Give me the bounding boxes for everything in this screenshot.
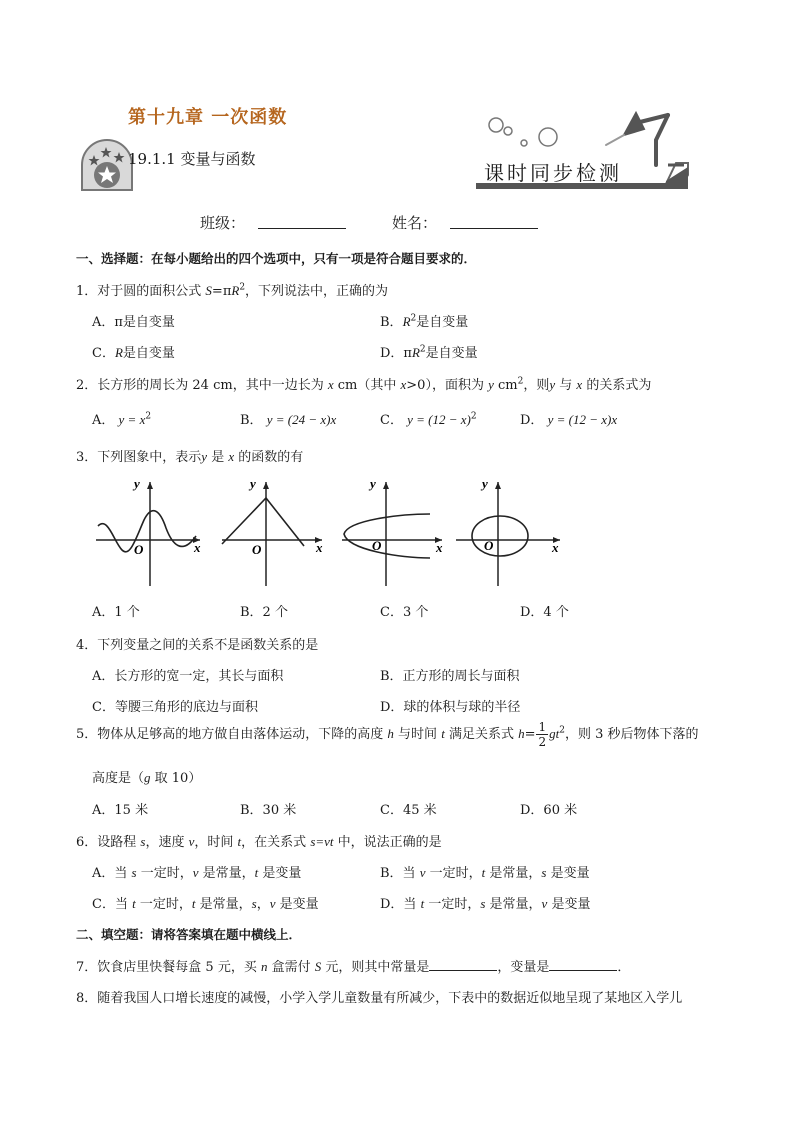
graph-1-origin: O xyxy=(134,542,144,557)
name-blank[interactable] xyxy=(450,228,538,229)
q5-option-b[interactable]: B．30 米 xyxy=(240,803,297,818)
fraction-one-half: $\frac{1}{2}$ xyxy=(538,720,547,749)
question-5: 5．物体从足够高的地方做自由落体运动，下降的高度 h 与时间 t 满足关系式 h= $\frac{1}{2}$ $gt^2$，则 3 秒后物体下落的 xyxy=(76,720,699,749)
brand-title: 课时同步检测 xyxy=(484,161,622,185)
star-badge-icon xyxy=(82,140,132,190)
section-title: 19.1.1 变量与函数 xyxy=(128,150,256,168)
q5-option-d[interactable]: D．60 米 xyxy=(520,803,578,818)
graph-2-origin: O xyxy=(252,542,262,557)
q2-option-b[interactable]: B． y = (24 − x)x xyxy=(240,412,337,428)
q1-option-c[interactable]: C．R是自变量 xyxy=(92,345,175,361)
class-label: 班级： xyxy=(200,214,246,232)
q6-option-b[interactable]: B．当 v 一定时，t 是常量，s 是变量 xyxy=(380,865,590,881)
question-3: 3．下列图象中，表示y 是 x 的函数的有 xyxy=(76,449,304,465)
section-heading-choice: 一、选择题：在每小题给出的四个选项中，只有一项是符合题目要求的． xyxy=(76,251,477,266)
q2-option-d[interactable]: D． y = (12 − x)x xyxy=(520,412,618,428)
q1-option-d[interactable]: D．$\pi R^2$是自变量 xyxy=(380,344,478,361)
q4-option-b[interactable]: B．正方形的周长与面积 xyxy=(380,669,520,684)
graph-4-origin: O xyxy=(484,538,494,553)
q6-option-a[interactable]: A．当 s 一定时，v 是常量，t 是变量 xyxy=(92,865,302,881)
graph-3-parabola xyxy=(338,476,450,588)
q5-option-c[interactable]: C．45 米 xyxy=(380,803,437,818)
q7-variable-blank[interactable] xyxy=(549,958,617,971)
graph-4-ellipse xyxy=(452,476,568,588)
q6-option-d[interactable]: D．当 t 一定时，s 是常量，v 是变量 xyxy=(380,896,591,912)
name-label: 姓名： xyxy=(392,214,438,232)
q4-option-d[interactable]: D．球的体积与球的半径 xyxy=(380,700,521,715)
bubbles-icon xyxy=(489,118,557,146)
graph-3-y-label: y xyxy=(370,476,376,491)
q2-option-a[interactable]: A． $y = x^2$ xyxy=(92,411,152,428)
class-blank[interactable] xyxy=(258,228,346,229)
graph-4-x-label: x xyxy=(552,540,559,555)
question-5-line-2: 高度是（g 取 10） xyxy=(92,770,202,786)
q1-option-b[interactable]: B．$R^2$是自变量 xyxy=(380,313,469,330)
q3-option-c[interactable]: C．3 个 xyxy=(380,605,429,620)
graph-3-x-label: x xyxy=(436,540,443,555)
question-2: 2．长方形的周长为 24 cm，其中一边长为 x cm（其中 x>0），面积为 y $cm^2$，则y 与 x 的关系式为 xyxy=(76,376,652,393)
q5-option-a[interactable]: A．15 米 xyxy=(92,803,149,818)
q4-option-a[interactable]: A．长方形的宽一定，其长与面积 xyxy=(92,669,284,684)
graph-2-y-label: y xyxy=(250,476,256,491)
q4-option-c[interactable]: C．等腰三角形的底边与面积 xyxy=(92,700,258,715)
question-6: 6．设路程 s，速度 v，时间 t，在关系式 s=vt 中，说法正确的是 xyxy=(76,834,442,850)
question-7: 7．饮食店里快餐每盒 5 元，买 n 盒需付 S 元，则其中常量是 ，变量是 ． xyxy=(76,959,631,975)
graph-1-x-label: x xyxy=(194,540,201,555)
chapter-title: 第十九章 一次函数 xyxy=(128,107,288,128)
q6-option-c[interactable]: C．当 t 一定时，t 是常量，s，v 是变量 xyxy=(92,896,319,912)
q7-constant-blank[interactable] xyxy=(429,958,497,971)
section-heading-fill: 二、填空题：请将答案填在题中横线上． xyxy=(76,927,302,942)
q3-option-d[interactable]: D．4 个 xyxy=(520,605,569,620)
q2-option-c[interactable]: C． $y = (12 - x)^2$ xyxy=(380,411,477,428)
graph-1-y-label: y xyxy=(134,476,140,491)
q1-option-a[interactable]: A．π是自变量 xyxy=(92,315,175,330)
graph-1-sine xyxy=(92,476,208,588)
graph-2-x-label: x xyxy=(316,540,323,555)
graph-4-y-label: y xyxy=(482,476,488,491)
question-8: 8．随着我国人口增长速度的减慢，小学入学儿童数量有所减少，下表中的数据近似地呈现了某地区入学儿 xyxy=(76,991,683,1006)
q3-option-b[interactable]: B．2 个 xyxy=(240,605,288,620)
question-1: 1．对于圆的面积公式 $S=\pi R^2$，下列说法中，正确的为 xyxy=(76,282,389,299)
q3-option-a[interactable]: A．1 个 xyxy=(92,605,140,620)
graph-2-tent xyxy=(218,476,330,588)
question-4: 4．下列变量之间的关系不是函数关系的是 xyxy=(76,638,319,653)
graph-3-origin: O xyxy=(372,538,382,553)
